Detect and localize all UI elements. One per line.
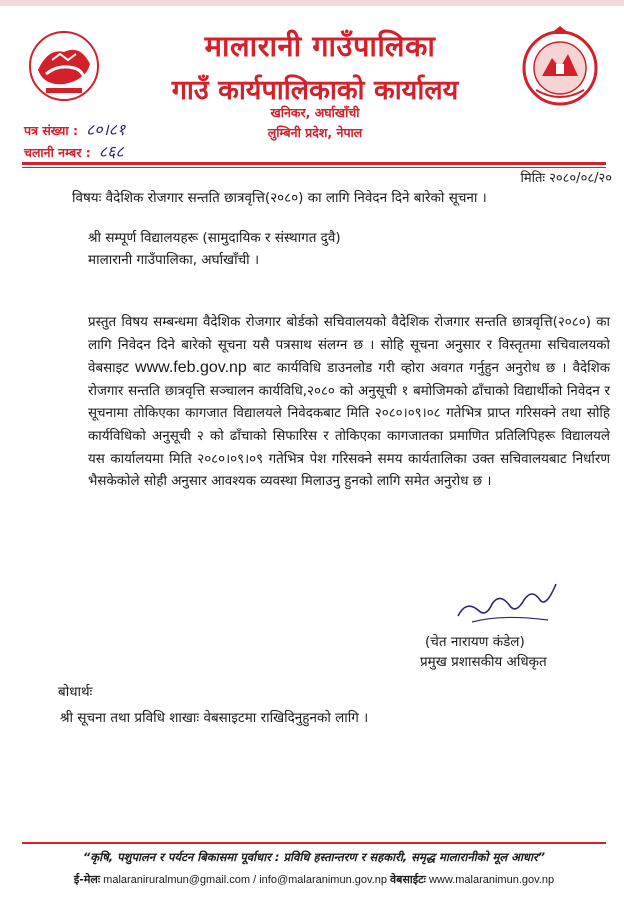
letter-date: मितिः २०८०/०८/२० xyxy=(520,171,612,186)
website-link[interactable]: www.feb.gov.np xyxy=(135,359,247,377)
reference-value: ८०।८१ xyxy=(85,120,126,139)
dispatch-value: ८६८ xyxy=(98,142,124,161)
footer-website-link[interactable]: www.malaranimun.gov.np xyxy=(428,874,555,886)
dispatch-number xyxy=(24,140,124,162)
email-addresses[interactable]: malaraniruralmun@gmail.com / info@malaranimun.gov.np xyxy=(103,874,387,886)
recipient-line1: श्री सम्पूर्ण विद्यालयहरू (सामुदायिक र संस्थागत दुवै) xyxy=(88,230,341,246)
reference-label: पत्र संख्या : xyxy=(24,123,78,138)
municipality-logo xyxy=(520,24,600,110)
signature-scribble xyxy=(452,570,562,630)
name-stamp-graphic xyxy=(418,664,578,712)
top-edge-strip xyxy=(0,0,624,6)
footer-divider xyxy=(22,842,606,844)
office-address-line2: लुम्बिनी प्रदेश, नेपाल xyxy=(267,125,363,140)
body-text-part2: बाट कार्यविधि डाउनलोड गरी व्होरा अवगत गर्नुहुन अनुरोध छ । वैदेशिक रोजगार सन्तति छात्रवृत्ति सञ्चालन कार्यविधि,२०८० को अनुसूची १ बमोजिमको ढाँचाको विद्यार्थीको निवेदन र सूचनामा तोकिएका कागजात विद्यालयले निवेदकबाट मिति २०८०।०९।०८ गतेभित्र प्राप्त गरिसक्ने तथा सोहि कार्यविधिको अनुसूची २ को ढाँचाको सिफारिस र तोकिएका कागजातका प्रमाणित प्रतिलिपिहरू विद्यालयले यस कार्यालयमा मिति २०८०।०९।०९ गतेभित्र पेश गरिसक्ने समय कार्यतालिका उक्त सचिवालयबाट निर्धारण भैसकेकोले सोही अनुसार आवश्यक व्यवस्था मिलाउनु हुनको लागि समेत अनुरोध छ । xyxy=(88,361,610,490)
office-address-line1: खनिकर, अर्घाखाँची xyxy=(270,105,360,120)
dispatch-label: चलानी नम्बर : xyxy=(24,145,91,160)
office-title-line1: मालारानी गाउँपालिका xyxy=(204,29,436,63)
reference-number xyxy=(24,118,125,140)
email-label: ई-मेलः xyxy=(73,873,101,886)
signatory-title: प्रमुख प्रशासकीय अधिकृत xyxy=(420,654,547,670)
letter-body xyxy=(88,312,610,494)
header-divider xyxy=(22,162,606,165)
cc-line1: श्री सूचना तथा प्रविधि शाखाः वेबसाइटमा राखिदिनुहुनको लागि । xyxy=(60,710,369,726)
office-title-line2: गाउँ कार्यपालिकाको कार्यालय xyxy=(171,75,459,106)
body-text-part1: प्रस्तुत विषय सम्बन्धमा वैदेशिक रोजगार बोर्डको सचिवालयको वैदेशिक रोजगार सन्तति छात्रवृत्ति(२०८०) का लागि निवेदन दिने बारेको सूचना यसै पत्रसाथ संलग्न छ । सोहि सूचना अनुसार र विस्तृतमा सचिवालयको वेबसाइट xyxy=(88,315,610,377)
footer-contact xyxy=(22,872,606,887)
footer-motto: “कृषि, पशुपालन र पर्यटन बिकासमा पूर्वाधार : प्रविधि हस्तान्तरण र सहकारी, समृद्ध मालारानीको मूल आधार” xyxy=(82,850,546,864)
nepal-emblem-logo xyxy=(28,30,100,102)
letter-subject: विषयः वैदेशिक रोजगार सन्तति छात्रवृत्ति(२०८०) का लागि निवेदन दिने बारेको सूचना । xyxy=(72,190,487,206)
cc-label: बोधार्थः xyxy=(58,684,93,700)
website-label: वेबसाईटः xyxy=(390,873,426,886)
signatory-name: (चेत नारायण कंडेल) xyxy=(425,634,525,650)
recipient-line2: मालारानी गाउँपालिका, अर्घाखाँची । xyxy=(88,252,260,268)
